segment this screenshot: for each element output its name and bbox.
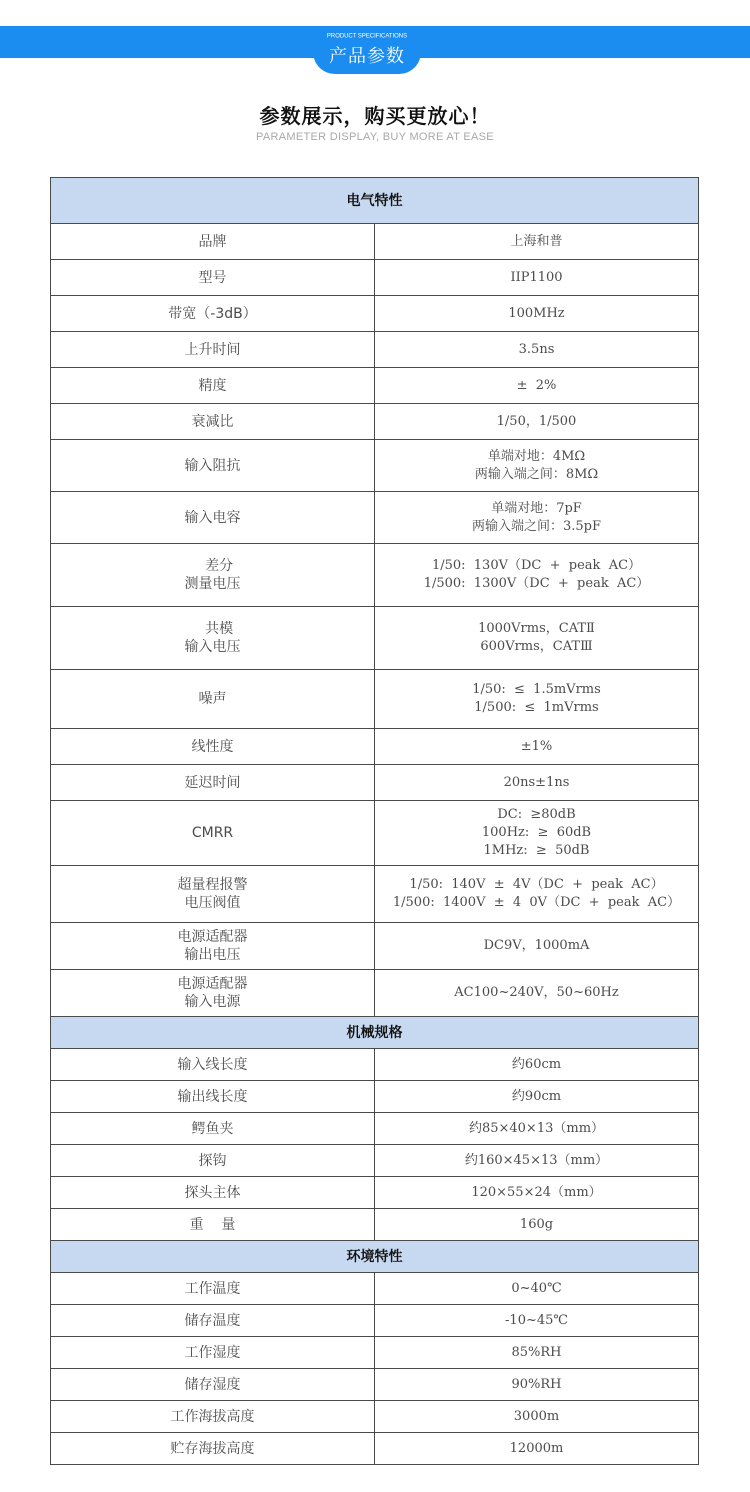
spec-key bbox=[51, 544, 375, 607]
spec-value-line: 160g bbox=[519, 1216, 554, 1232]
spec-row bbox=[51, 1401, 699, 1433]
spec-value bbox=[375, 1081, 699, 1113]
spec-key bbox=[51, 1337, 375, 1369]
spec-key bbox=[51, 260, 375, 296]
spec-value-line: ± 2% bbox=[516, 377, 557, 393]
spec-key-line: 输入电容 bbox=[184, 509, 241, 526]
spec-row bbox=[51, 1369, 699, 1401]
spec-value bbox=[375, 1113, 699, 1145]
spec-key-line: 超量程报警 bbox=[177, 877, 248, 893]
spec-key-line: 品牌 bbox=[198, 233, 227, 250]
spec-key-line: 衰减比 bbox=[191, 413, 234, 430]
spec-value-line: IIP1100 bbox=[510, 269, 563, 285]
spec-value-line: 1000Vrms，CATⅡ bbox=[478, 621, 595, 636]
spec-value-line: 1/50: 140V ± 4V（DC + peak AC） bbox=[409, 877, 664, 892]
spec-row bbox=[51, 544, 699, 607]
spec-value-line: DC: ≥80dB bbox=[497, 807, 576, 822]
spec-key-line: 输入线长度 bbox=[177, 1056, 248, 1073]
spec-value-line: 单端对地：7pF bbox=[491, 500, 582, 516]
spec-key-line: 延迟时间 bbox=[184, 774, 241, 791]
spec-value-line: 20ns±1ns bbox=[503, 774, 570, 790]
page-headline: 参数展示，购买更放心！ bbox=[259, 104, 491, 128]
spec-row bbox=[51, 260, 699, 296]
spec-value bbox=[375, 729, 699, 765]
section-header-row bbox=[51, 178, 699, 224]
spec-row bbox=[51, 1305, 699, 1337]
spec-value bbox=[375, 1401, 699, 1433]
section-title: 机械规格 bbox=[51, 1017, 699, 1049]
spec-row bbox=[51, 440, 699, 492]
spec-key bbox=[51, 1049, 375, 1081]
spec-value-line: 1/500: 1400V ± 4 0V（DC + peak AC） bbox=[392, 895, 681, 910]
spec-row bbox=[51, 1145, 699, 1177]
spec-value bbox=[375, 1209, 699, 1241]
spec-value-line: 1/500: 1300V（DC + peak AC） bbox=[423, 576, 650, 591]
section-header-row bbox=[51, 1017, 699, 1049]
spec-key bbox=[51, 670, 375, 729]
spec-row bbox=[51, 970, 699, 1017]
spec-key bbox=[51, 224, 375, 260]
spec-value bbox=[375, 368, 699, 404]
spec-row bbox=[51, 1177, 699, 1209]
spec-key-line: 电源适配器 bbox=[177, 976, 248, 992]
section-title: 电气特性 bbox=[51, 178, 699, 224]
spec-key-line: 输出线长度 bbox=[177, 1088, 248, 1105]
spec-value-line: 100MHz bbox=[508, 305, 565, 321]
spec-key-line: 噪声 bbox=[198, 691, 227, 707]
spec-key bbox=[51, 923, 375, 970]
section-title: 环境特性 bbox=[51, 1241, 699, 1273]
spec-value-line: ±1% bbox=[520, 738, 553, 754]
spec-row bbox=[51, 296, 699, 332]
spec-key-line: 输入阻抗 bbox=[184, 457, 241, 474]
spec-value-line: 3000m bbox=[513, 1408, 560, 1424]
spec-key bbox=[51, 765, 375, 801]
spec-key bbox=[51, 440, 375, 492]
spec-value bbox=[375, 404, 699, 440]
spec-key bbox=[51, 368, 375, 404]
spec-value-line: 约90cm bbox=[511, 1088, 562, 1104]
spec-key bbox=[51, 296, 375, 332]
spec-value-line: 1/50: 130V（DC + peak AC） bbox=[431, 558, 642, 573]
spec-value bbox=[375, 765, 699, 801]
spec-key-line: 线性度 bbox=[191, 738, 234, 755]
spec-key bbox=[51, 1081, 375, 1113]
header-title: 产品参数 bbox=[329, 46, 405, 67]
spec-value bbox=[375, 670, 699, 729]
spec-key bbox=[51, 404, 375, 440]
header-subtitle-en: PRODUCT SPECIFICATIONS bbox=[326, 33, 408, 39]
spec-row bbox=[51, 923, 699, 970]
page-subheadline: PARAMETER DISPLAY, BUY MORE AT EASE bbox=[256, 131, 494, 143]
spec-key-line: 电源适配器 bbox=[177, 929, 248, 945]
spec-value bbox=[375, 1337, 699, 1369]
spec-value-line: -10~45℃ bbox=[505, 1312, 568, 1328]
spec-key-line: CMRR bbox=[191, 825, 234, 841]
spec-key-line: 型号 bbox=[198, 269, 227, 286]
spec-value bbox=[375, 1145, 699, 1177]
spec-key bbox=[51, 1177, 375, 1209]
spec-value bbox=[375, 607, 699, 670]
spec-value bbox=[375, 970, 699, 1017]
spec-key bbox=[51, 1113, 375, 1145]
spec-row bbox=[51, 492, 699, 544]
spec-key-line: 输出电压 bbox=[184, 947, 241, 963]
spec-key-line: 储存温度 bbox=[184, 1312, 241, 1329]
spec-row bbox=[51, 729, 699, 765]
spec-key-line: 电压阀值 bbox=[184, 895, 241, 911]
spec-key bbox=[51, 866, 375, 923]
spec-value bbox=[375, 492, 699, 544]
spec-key bbox=[51, 801, 375, 866]
spec-value-line: 85%RH bbox=[511, 1344, 562, 1360]
spec-value-line: 两输入端之间：8MΩ bbox=[474, 466, 599, 482]
spec-key-line: 探头主体 bbox=[184, 1184, 241, 1201]
spec-key bbox=[51, 1209, 375, 1241]
spec-key-line: 储存湿度 bbox=[184, 1376, 241, 1393]
spec-key-line: 重 量 bbox=[189, 1216, 236, 1233]
spec-row bbox=[51, 224, 699, 260]
spec-row bbox=[51, 801, 699, 866]
spec-key bbox=[51, 1369, 375, 1401]
spec-row bbox=[51, 1433, 699, 1465]
spec-value bbox=[375, 544, 699, 607]
spec-key-line: 工作湿度 bbox=[184, 1344, 241, 1361]
spec-key-line: 输入电源 bbox=[184, 994, 241, 1010]
spec-value-line: 1/50，1/500 bbox=[496, 413, 577, 429]
spec-row bbox=[51, 765, 699, 801]
section-header-row bbox=[51, 1241, 699, 1273]
spec-value bbox=[375, 260, 699, 296]
spec-value bbox=[375, 1177, 699, 1209]
spec-value bbox=[375, 296, 699, 332]
spec-key-line: 输入电压 bbox=[184, 639, 241, 655]
spec-value bbox=[375, 1273, 699, 1305]
spec-value-line: 1/500: ≤ 1mVrms bbox=[474, 700, 599, 715]
spec-value-line: 约85×40×13（mm） bbox=[468, 1120, 605, 1136]
spec-row bbox=[51, 368, 699, 404]
spec-row bbox=[51, 1337, 699, 1369]
spec-value-line: 90%RH bbox=[511, 1376, 562, 1392]
spec-key bbox=[51, 1433, 375, 1465]
spec-value-line: 120×55×24（mm） bbox=[471, 1184, 602, 1200]
spec-value bbox=[375, 224, 699, 260]
spec-row bbox=[51, 1273, 699, 1305]
spec-row bbox=[51, 1209, 699, 1241]
spec-row bbox=[51, 1081, 699, 1113]
spec-key bbox=[51, 1305, 375, 1337]
spec-key bbox=[51, 729, 375, 765]
spec-row bbox=[51, 670, 699, 729]
spec-value bbox=[375, 1305, 699, 1337]
spec-key bbox=[51, 332, 375, 368]
spec-value-line: 单端对地：4MΩ bbox=[487, 448, 586, 464]
spec-key bbox=[51, 1273, 375, 1305]
spec-row bbox=[51, 607, 699, 670]
spec-key-line: 测量电压 bbox=[184, 576, 241, 592]
spec-row bbox=[51, 866, 699, 923]
spec-key-line: 探钩 bbox=[198, 1152, 227, 1169]
spec-key-line: 鳄鱼夹 bbox=[191, 1120, 234, 1137]
spec-value bbox=[375, 440, 699, 492]
spec-key-line: 工作海拔高度 bbox=[170, 1408, 255, 1425]
spec-key-line: 工作温度 bbox=[184, 1280, 241, 1297]
spec-key-line: 精度 bbox=[198, 377, 227, 394]
spec-value bbox=[375, 1049, 699, 1081]
spec-key bbox=[51, 1401, 375, 1433]
spec-key-line: 上升时间 bbox=[184, 341, 241, 358]
spec-value-line: 约60cm bbox=[511, 1056, 562, 1072]
spec-key bbox=[51, 607, 375, 670]
spec-row bbox=[51, 404, 699, 440]
spec-value-line: AC100~240V，50~60Hz bbox=[454, 985, 619, 1000]
spec-value-line: 1MHz: ≥ 50dB bbox=[483, 843, 590, 858]
spec-row bbox=[51, 332, 699, 368]
spec-row bbox=[51, 1049, 699, 1081]
spec-value-line: 0~40℃ bbox=[511, 1280, 562, 1296]
spec-value-line: 约160×45×13（mm） bbox=[464, 1152, 609, 1168]
spec-value-line: 600Vrms，CATⅢ bbox=[480, 639, 593, 654]
spec-key-line: 共模 bbox=[191, 621, 234, 637]
spec-value-line: 上海和普 bbox=[510, 233, 563, 249]
spec-value bbox=[375, 1433, 699, 1465]
spec-table bbox=[50, 177, 699, 1465]
spec-table-body bbox=[51, 178, 699, 1465]
spec-key-line: 带宽（-3dB） bbox=[168, 305, 257, 322]
spec-value bbox=[375, 801, 699, 866]
spec-row bbox=[51, 1113, 699, 1145]
spec-key bbox=[51, 1145, 375, 1177]
spec-value-line: 两输入端之间：3.5pF bbox=[471, 518, 602, 534]
spec-value bbox=[375, 1369, 699, 1401]
spec-key-line: 差分 bbox=[191, 558, 234, 574]
spec-value-line: DC9V，1000mA bbox=[483, 938, 590, 953]
spec-key bbox=[51, 492, 375, 544]
spec-value-line: 3.5ns bbox=[518, 341, 555, 357]
spec-value-line: 12000m bbox=[509, 1440, 564, 1456]
spec-key bbox=[51, 970, 375, 1017]
spec-key-line: 贮存海拔高度 bbox=[170, 1440, 255, 1457]
spec-value bbox=[375, 923, 699, 970]
spec-value bbox=[375, 866, 699, 923]
spec-value-line: 100Hz: ≥ 60dB bbox=[481, 825, 592, 840]
spec-value-line: 1/50: ≤ 1.5mVrms bbox=[472, 682, 601, 697]
spec-value bbox=[375, 332, 699, 368]
